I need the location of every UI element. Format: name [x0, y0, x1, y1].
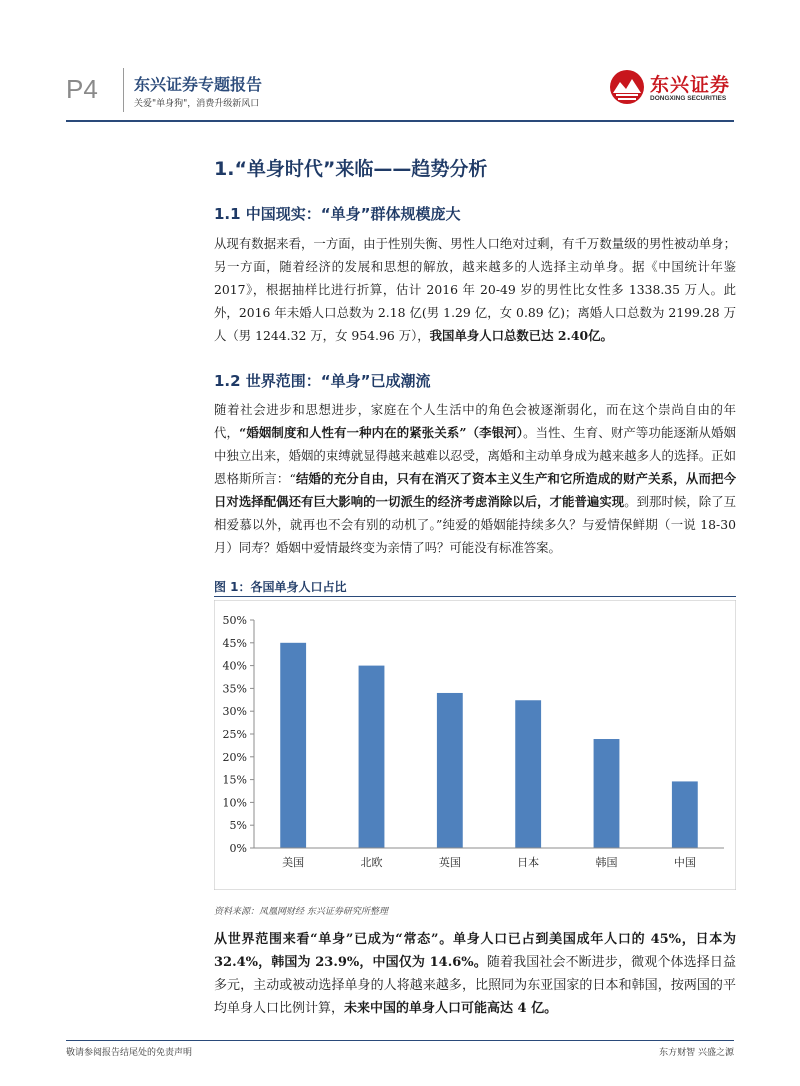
- x-tick-label: 韩国: [595, 856, 618, 869]
- x-tick-label: 日本: [517, 856, 540, 869]
- paragraph-bold-text: 我国单身人口总数已达 2.40亿。: [429, 328, 613, 343]
- paragraph-text-e: 。到那时候，除了互相爱慕以外，就再也不会有别的动机了。”纯爱的婚姻能持续多久？与爱情保鲜期（一说 18-30 月）同寿？婚姻中爱情最终变为亲情了吗？可能没有标准答案。: [214, 494, 737, 555]
- footer-disclaimer: 敬请参阅报告结尾处的免责声明: [66, 1048, 193, 1058]
- y-tick-label: 15%: [222, 773, 247, 787]
- paragraph-engels-bold: 结婚的充分自由，只有在消灭了资本主义生产和它所造成的财产关系，从而把今日对选择配偶还有巨大影响的一切派生的经济考虑消除以后，才能普遍实现: [214, 471, 736, 509]
- paragraph-text-c: 。当性、生育、财产等功能逐渐从婚姻中独立出来，婚姻的束缚就显得越来越难以忍受，离婚和主动单身成为越来越多人的选择。正如恩格斯所言：“: [214, 425, 737, 486]
- y-tick-label: 20%: [222, 750, 247, 764]
- paragraph-world-trend: [214, 398, 736, 559]
- conclusion-text: 随着我国社会不断进步，微观个体选择日益多元，主动或被动选择单身的人将越来越多，比照同为东亚国家的日本和韩国，按两国的平均单身人口比例计算，: [214, 955, 736, 1016]
- paragraph-quote-bold: “婚姻制度和人性有一种内在的紧张关系”（李银河）: [239, 425, 524, 440]
- logo-en-text: DONGXING SECURITIES: [650, 95, 727, 102]
- y-tick-label: 10%: [222, 796, 247, 810]
- header-divider: [123, 68, 124, 112]
- figure-source: 资料来源：凤凰网财经 东兴证券研究所整理: [214, 907, 388, 917]
- figure-title: 图 1：各国单身人口占比: [214, 580, 347, 594]
- chart-svg: [214, 600, 736, 890]
- bar-5: [594, 739, 620, 848]
- bar-3: [437, 693, 463, 848]
- x-tick-label: 北欧: [360, 856, 383, 869]
- header-rule: [66, 120, 734, 122]
- bar-4: [515, 700, 541, 848]
- y-tick-label: 50%: [222, 614, 247, 627]
- logo-cn-text: 东兴证券: [650, 74, 731, 96]
- paragraph-text-a: 随着社会进步和思想进步，家庭在个人生活中的角色会被逐渐弱化，而在这个崇尚自由的年代，: [214, 402, 736, 440]
- figure-rule: [214, 596, 736, 597]
- conclusion-bold-1: 从世界范围来看“单身”已成为“常态”。单身人口已占到美国成年人口的 45%，日本为 32.4%，韩国为 23.9%，中国仅为 14.6%。: [214, 932, 736, 970]
- y-tick-label: 0%: [229, 842, 247, 855]
- subsection-title-1-1: 1.1 中国现实：“单身”群体规模庞大: [214, 205, 461, 223]
- y-tick-label: 5%: [229, 819, 247, 833]
- conclusion-bold-2: 未来中国的单身人口可能高达 4 亿。: [344, 1001, 558, 1016]
- y-tick-label: 25%: [222, 728, 247, 741]
- report-name: 东兴证券专题报告: [134, 75, 263, 94]
- company-logo: [608, 68, 738, 110]
- page-number: P4: [66, 74, 98, 104]
- section-title: 1.“单身时代”来临——趋势分析: [214, 158, 488, 180]
- bar-2: [359, 666, 385, 848]
- report-subtitle: 关爱"单身狗"，消费升级新风口: [134, 99, 260, 109]
- paragraph-china-reality: [214, 232, 736, 347]
- y-tick-label: 40%: [222, 659, 247, 673]
- bar-6: [672, 781, 698, 848]
- footer-slogan: 东方财智 兴盛之源: [659, 1048, 734, 1058]
- y-tick-label: 30%: [222, 705, 247, 719]
- y-tick-label: 35%: [222, 682, 247, 696]
- x-tick-label: 中国: [673, 856, 696, 869]
- y-tick-label: 45%: [222, 636, 247, 650]
- paragraph-conclusion: [214, 928, 736, 1020]
- paragraph-text: 从现有数据来看，一方面，由于性别失衡、男性人口绝对过剩，有千万数量级的男性被动单身；另一方面，随着经济的发展和思想的解放，越来越多的人选择主动单身。据《中国统计年鉴 2017》，根据抽样比进行折算，估计 2016 年 20-49 岁的男性比女性多 1338.35 万人。此外，2016 年未婚人口总数为 2.18 亿(男 1.29 亿，女 0.89 亿)；离婚人口总数为 2199.28 万人（男 1244.32 万，女 954.96 万），: [214, 236, 736, 343]
- x-tick-label: 英国: [438, 856, 461, 869]
- bar-chart: [214, 600, 736, 890]
- subsection-title-1-2: 1.2 世界范围：“单身”已成潮流: [214, 372, 431, 390]
- x-tick-label: 美国: [282, 856, 305, 869]
- bar-1: [280, 643, 306, 848]
- footer-rule: [66, 1040, 734, 1041]
